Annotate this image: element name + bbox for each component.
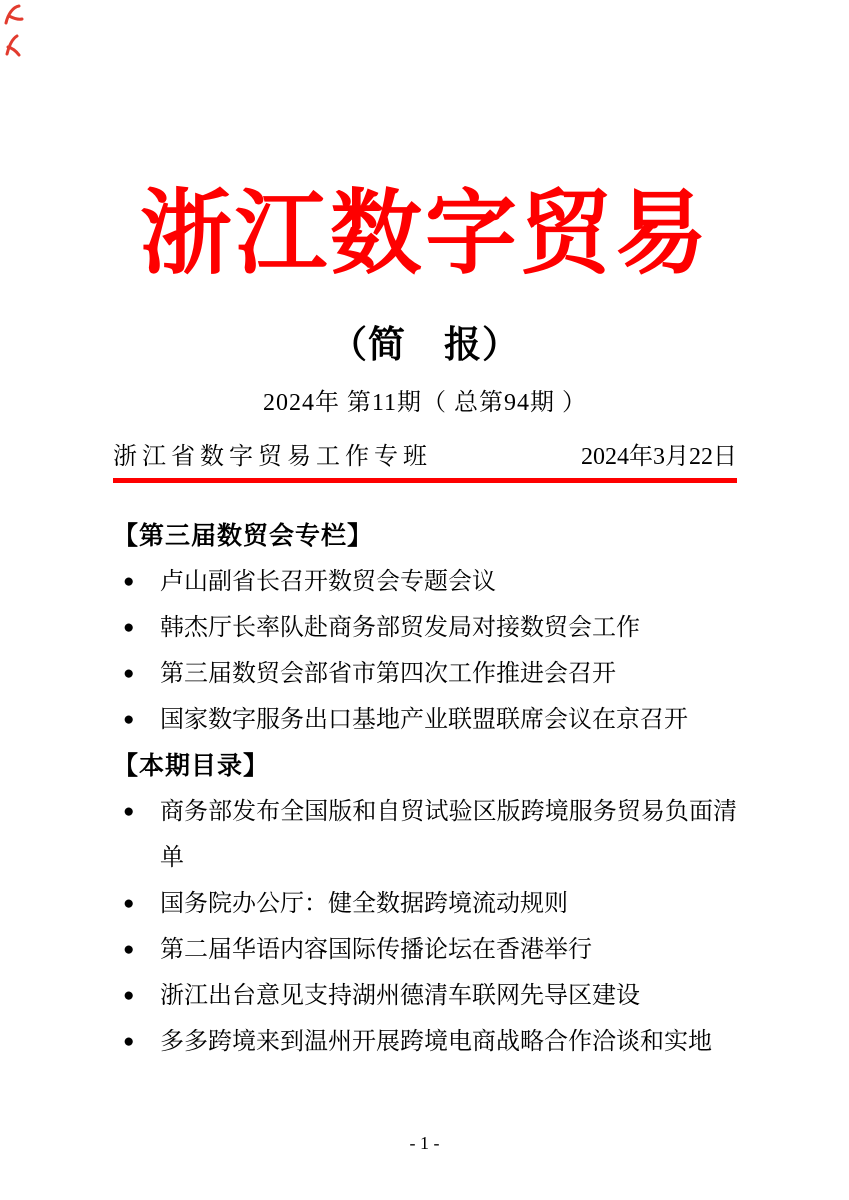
expo-column-list xyxy=(113,559,737,743)
red-stamp-mark-top xyxy=(6,6,22,23)
masthead-subtitle: （简 报） xyxy=(330,325,520,366)
bullet-icon: ● xyxy=(123,617,135,638)
red-stamp-mark-bottom xyxy=(7,36,19,55)
red-stamp-marks xyxy=(3,2,29,62)
section-header-expo-column: 【第三届数贸会专栏】 xyxy=(113,522,374,550)
list-item xyxy=(113,697,737,743)
list-item-text: 第二届华语内容国际传播论坛在香港举行 xyxy=(160,937,592,963)
list-item-text: 卢山副省长召开数贸会专题会议 xyxy=(160,569,496,595)
list-item xyxy=(113,605,737,651)
list-item xyxy=(113,881,737,927)
list-item-text: 韩杰厅长率队赴商务部贸发局对接数贸会工作 xyxy=(160,615,640,641)
list-item-text: 多多跨境来到温州开展跨境电商战略合作洽谈和实地 xyxy=(160,1029,712,1055)
divider-rule xyxy=(113,478,737,483)
contents-list xyxy=(113,789,737,1065)
bullet-icon: ● xyxy=(123,709,135,730)
bullet-icon: ● xyxy=(123,571,135,592)
issue-line: 2024年 第11期（ 总第94期 ） xyxy=(262,390,588,416)
bullet-icon: ● xyxy=(123,1031,135,1052)
list-item xyxy=(113,927,737,973)
page-number: - 1 - xyxy=(409,1133,440,1153)
list-item xyxy=(113,651,737,697)
bullet-icon: ● xyxy=(123,985,135,1006)
list-item-text: 国务院办公厅：健全数据跨境流动规则 xyxy=(160,891,568,917)
publisher-row xyxy=(113,443,737,471)
list-item-text: 国家数字服务出口基地产业联盟联席会议在京召开 xyxy=(160,707,688,733)
bullet-icon: ● xyxy=(123,801,135,822)
list-item-text: 第三届数贸会部省市第四次工作推进会召开 xyxy=(160,661,616,687)
bullet-icon: ● xyxy=(123,893,135,914)
list-item xyxy=(113,559,737,605)
list-item xyxy=(113,789,737,881)
list-item xyxy=(113,1019,737,1065)
publisher-name: 浙江省数字贸易工作专班 xyxy=(113,444,432,470)
issue-date: 2024年3月22日 xyxy=(581,444,737,470)
bullet-icon: ● xyxy=(123,939,135,960)
list-item-text: 商务部发布全国版和自贸试验区版跨境服务贸易负面清单 xyxy=(160,799,737,871)
masthead-title: 浙江数字贸易 xyxy=(139,183,710,285)
bullet-icon: ● xyxy=(123,663,135,684)
list-item xyxy=(113,973,737,1019)
list-item-text: 浙江出台意见支持湖州德清车联网先导区建设 xyxy=(160,983,640,1009)
section-header-contents: 【本期目录】 xyxy=(113,752,270,780)
